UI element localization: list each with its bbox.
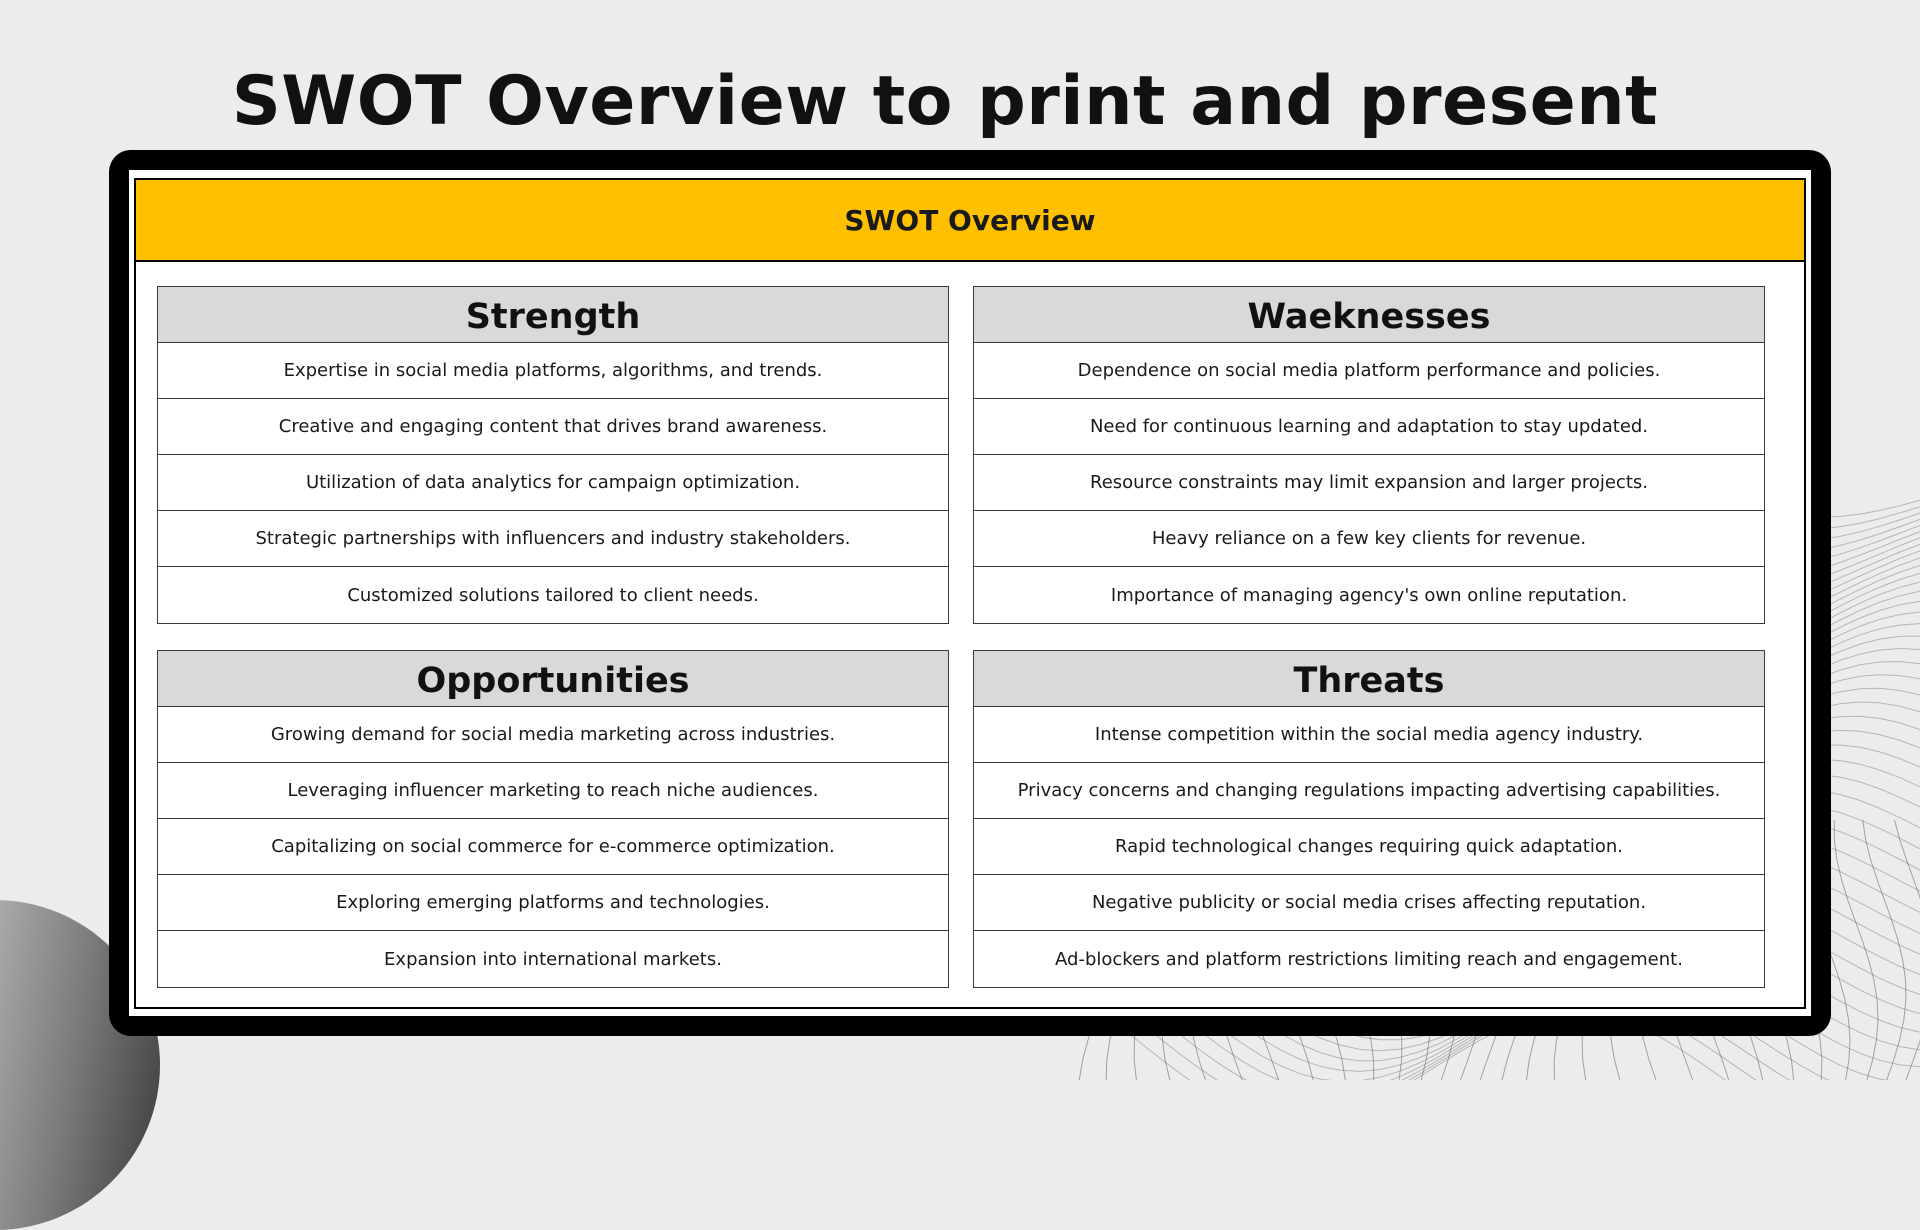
threats-item: Negative publicity or social media crises affecting reputation. [974, 875, 1764, 931]
weaknesses-item: Resource constraints may limit expansion and larger projects. [974, 455, 1764, 511]
swot-overview-header: SWOT Overview [136, 180, 1804, 262]
weaknesses-item: Dependence on social media platform performance and policies. [974, 343, 1764, 399]
threats-heading: Threats [974, 651, 1764, 707]
threats-section [973, 650, 1765, 988]
swot-sheet-border [134, 178, 1806, 1009]
swot-card [109, 150, 1831, 1036]
swot-sheet [129, 170, 1811, 1016]
threats-item: Intense competition within the social media agency industry. [974, 707, 1764, 763]
opportunities-item: Leveraging influencer marketing to reach niche audiences. [158, 763, 948, 819]
strength-item: Strategic partnerships with influencers and industry stakeholders. [158, 511, 948, 567]
weaknesses-item: Heavy reliance on a few key clients for revenue. [974, 511, 1764, 567]
opportunities-item: Exploring emerging platforms and technologies. [158, 875, 948, 931]
strength-item: Expertise in social media platforms, algorithms, and trends. [158, 343, 948, 399]
opportunities-item: Growing demand for social media marketing across industries. [158, 707, 948, 763]
strength-item: Utilization of data analytics for campaign optimization. [158, 455, 948, 511]
weaknesses-heading: Waeknesses [974, 287, 1764, 343]
opportunities-section [157, 650, 949, 988]
threats-item: Privacy concerns and changing regulations impacting advertising capabilities. [974, 763, 1764, 819]
strength-item: Customized solutions tailored to client needs. [158, 567, 948, 623]
opportunities-item: Expansion into international markets. [158, 931, 948, 987]
threats-item: Ad-blockers and platform restrictions limiting reach and engagement. [974, 931, 1764, 987]
weaknesses-item: Need for continuous learning and adaptation to stay updated. [974, 399, 1764, 455]
strength-section [157, 286, 949, 624]
strength-item: Creative and engaging content that drives brand awareness. [158, 399, 948, 455]
opportunities-heading: Opportunities [158, 651, 948, 707]
opportunities-item: Capitalizing on social commerce for e-commerce optimization. [158, 819, 948, 875]
threats-item: Rapid technological changes requiring quick adaptation. [974, 819, 1764, 875]
weaknesses-section [973, 286, 1765, 624]
weaknesses-item: Importance of managing agency's own online reputation. [974, 567, 1764, 623]
page-title: SWOT Overview to print and present [0, 62, 1890, 141]
strength-heading: Strength [158, 287, 948, 343]
